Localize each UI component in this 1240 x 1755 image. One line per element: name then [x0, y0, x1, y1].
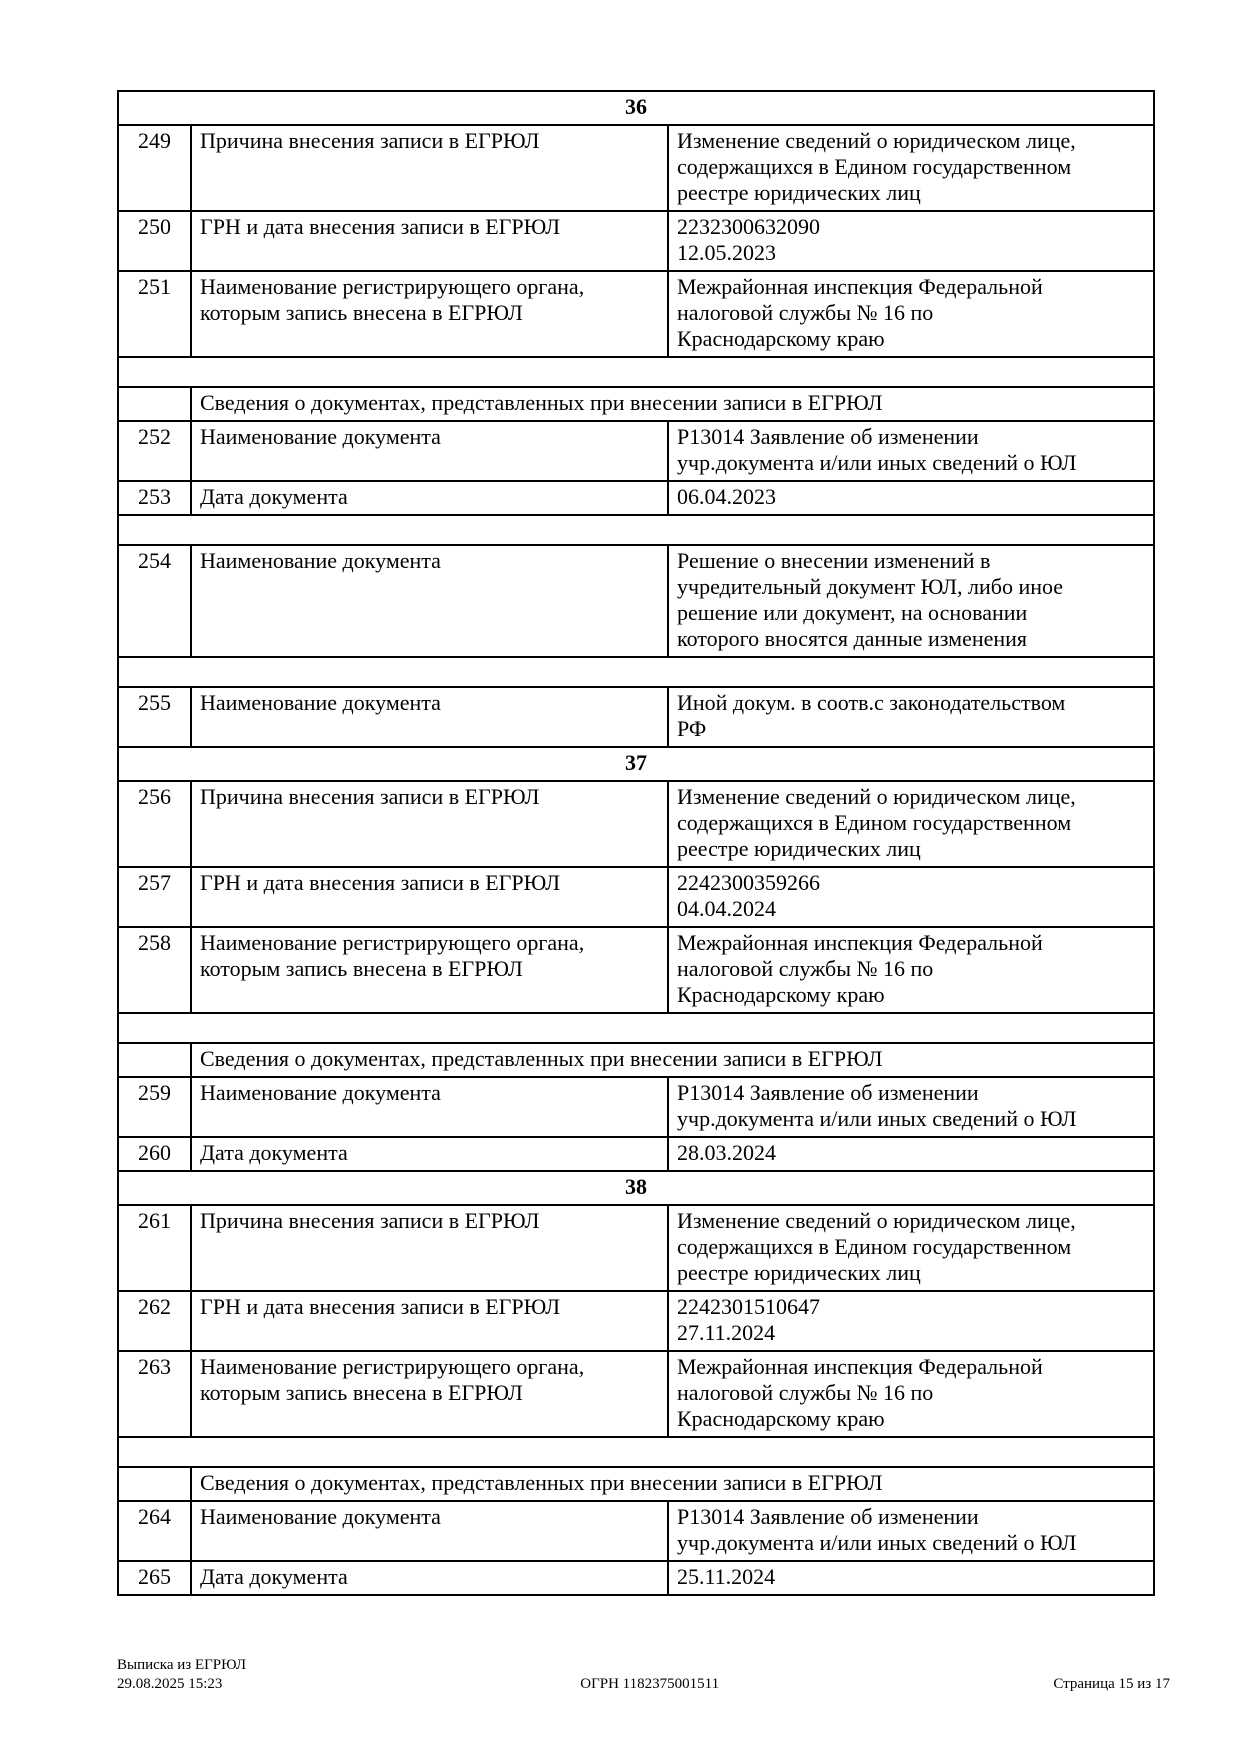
- section-number-header: 36: [118, 91, 1154, 125]
- footer-page-number: Страница 15 из 17: [1053, 1676, 1170, 1692]
- row-number-cell-empty: [118, 387, 191, 421]
- record-row-252: [118, 421, 1154, 481]
- record-row-261: [118, 1205, 1154, 1291]
- attribute-value-line: налоговой службы № 16 по: [677, 956, 934, 981]
- attribute-value-cell: [668, 1077, 1154, 1137]
- attribute-value-line: 04.04.2024: [677, 896, 776, 921]
- footer-generated-datetime: 29.08.2025 15:23: [117, 1676, 223, 1692]
- attribute-name-cell: Наименование документа: [191, 1501, 668, 1561]
- attribute-value-line: 2242300359266: [677, 870, 820, 895]
- attribute-value-cell: [668, 1205, 1154, 1291]
- row-number-cell: 260: [118, 1137, 191, 1171]
- footer-ogrn: ОГРН 1182375001511: [580, 1676, 720, 1692]
- record-row-258: [118, 927, 1154, 1013]
- spacer-cell: [118, 1437, 1154, 1467]
- attribute-value-line: Краснодарскому краю: [677, 982, 885, 1007]
- record-row-265: [118, 1561, 1154, 1595]
- attribute-value-cell: [668, 1291, 1154, 1351]
- spacer-row: [118, 515, 1154, 545]
- record-row-250: [118, 211, 1154, 271]
- record-row-263: [118, 1351, 1154, 1437]
- attribute-name-cell: Причина внесения записи в ЕГРЮЛ: [191, 1205, 668, 1291]
- row-number-cell: 256: [118, 781, 191, 867]
- section-row: [118, 1171, 1154, 1205]
- attribute-name-cell: ГРН и дата внесения записи в ЕГРЮЛ: [191, 867, 668, 927]
- footer-left-block: [117, 1656, 246, 1694]
- attribute-value-line: содержащихся в Едином государственном: [677, 1234, 1072, 1259]
- row-number-cell: 257: [118, 867, 191, 927]
- attribute-value-cell: [668, 125, 1154, 211]
- attribute-value-line: учр.документа и/или иных сведений о ЮЛ: [677, 450, 1077, 475]
- record-row-249: [118, 125, 1154, 211]
- section-number-header: 38: [118, 1171, 1154, 1205]
- attribute-value-line: 06.04.2023: [677, 484, 776, 509]
- attribute-value-line: 2232300632090: [677, 214, 820, 239]
- attribute-value-line: содержащихся в Едином государственном: [677, 810, 1072, 835]
- attribute-name-cell: Дата документа: [191, 1561, 668, 1595]
- attribute-value-line: учр.документа и/или иных сведений о ЮЛ: [677, 1106, 1077, 1131]
- attribute-value-cell: [668, 271, 1154, 357]
- attribute-value-cell: [668, 1501, 1154, 1561]
- row-number-cell: 264: [118, 1501, 191, 1561]
- egrul-records-table: [117, 90, 1155, 1596]
- spacer-cell: [118, 515, 1154, 545]
- record-row-262: [118, 1291, 1154, 1351]
- attribute-value-cell: [668, 1351, 1154, 1437]
- attribute-value-line: Межрайонная инспекция Федеральной: [677, 274, 1043, 299]
- row-number-cell: 255: [118, 687, 191, 747]
- record-row-253: [118, 481, 1154, 515]
- subsection-title: Сведения о документах, представленных при внесении записи в ЕГРЮЛ: [191, 387, 1154, 421]
- subheader-row: [118, 387, 1154, 421]
- spacer-row: [118, 357, 1154, 387]
- row-number-cell: 254: [118, 545, 191, 657]
- section-row: [118, 91, 1154, 125]
- attribute-value-cell: [668, 867, 1154, 927]
- attribute-value-cell: [668, 1561, 1154, 1595]
- attribute-value-line: Изменение сведений о юридическом лице,: [677, 1208, 1076, 1233]
- record-row-257: [118, 867, 1154, 927]
- attribute-value-line: реестре юридических лиц: [677, 836, 921, 861]
- attribute-name-cell: Дата документа: [191, 1137, 668, 1171]
- attribute-value-line: Межрайонная инспекция Федеральной: [677, 930, 1043, 955]
- row-number-cell: 259: [118, 1077, 191, 1137]
- attribute-name-cell: Наименование документа: [191, 421, 668, 481]
- attribute-value-line: Краснодарскому краю: [677, 326, 885, 351]
- attribute-value-cell: [668, 1137, 1154, 1171]
- record-row-254: [118, 545, 1154, 657]
- attribute-value-line: учредительный документ ЮЛ, либо иное: [677, 574, 1064, 599]
- row-number-cell: 249: [118, 125, 191, 211]
- section-number-header: 37: [118, 747, 1154, 781]
- attribute-value-cell: [668, 481, 1154, 515]
- record-row-260: [118, 1137, 1154, 1171]
- attribute-name-cell: ГРН и дата внесения записи в ЕГРЮЛ: [191, 1291, 668, 1351]
- attribute-value-line: 2242301510647: [677, 1294, 820, 1319]
- attribute-name-cell: Наименование документа: [191, 1077, 668, 1137]
- attribute-value-cell: [668, 421, 1154, 481]
- row-number-cell-empty: [118, 1467, 191, 1501]
- row-number-cell: 263: [118, 1351, 191, 1437]
- page-footer: [117, 1656, 1170, 1694]
- attribute-value-line: Иной докум. в соотв.с законодательством: [677, 690, 1066, 715]
- row-number-cell: 265: [118, 1561, 191, 1595]
- spacer-cell: [118, 657, 1154, 687]
- subsection-title: Сведения о документах, представленных при внесении записи в ЕГРЮЛ: [191, 1043, 1154, 1077]
- attribute-name-cell: Причина внесения записи в ЕГРЮЛ: [191, 781, 668, 867]
- section-row: [118, 747, 1154, 781]
- attribute-value-cell: [668, 211, 1154, 271]
- attribute-name-cell: Наименование регистрирующего органа, которым запись внесена в ЕГРЮЛ: [191, 1351, 668, 1437]
- attribute-value-line: Изменение сведений о юридическом лице,: [677, 784, 1076, 809]
- attribute-value-line: Изменение сведений о юридическом лице,: [677, 128, 1076, 153]
- attribute-value-cell: [668, 781, 1154, 867]
- spacer-cell: [118, 1013, 1154, 1043]
- attribute-value-line: реестре юридических лиц: [677, 1260, 921, 1285]
- attribute-value-line: РФ: [677, 716, 707, 741]
- attribute-value-line: Межрайонная инспекция Федеральной: [677, 1354, 1043, 1379]
- attribute-name-cell: ГРН и дата внесения записи в ЕГРЮЛ: [191, 211, 668, 271]
- attribute-value-line: 28.03.2024: [677, 1140, 776, 1165]
- attribute-name-cell: Наименование документа: [191, 687, 668, 747]
- attribute-value-line: Р13014 Заявление об изменении: [677, 1504, 979, 1529]
- attribute-value-line: налоговой службы № 16 по: [677, 1380, 934, 1405]
- attribute-name-cell: Причина внесения записи в ЕГРЮЛ: [191, 125, 668, 211]
- spacer-row: [118, 1013, 1154, 1043]
- row-number-cell: 258: [118, 927, 191, 1013]
- attribute-value-line: Р13014 Заявление об изменении: [677, 1080, 979, 1105]
- subheader-row: [118, 1043, 1154, 1077]
- attribute-name-cell: Дата документа: [191, 481, 668, 515]
- attribute-value-cell: [668, 545, 1154, 657]
- attribute-name-cell: Наименование регистрирующего органа, которым запись внесена в ЕГРЮЛ: [191, 927, 668, 1013]
- record-row-255: [118, 687, 1154, 747]
- row-number-cell: 251: [118, 271, 191, 357]
- attribute-value-cell: [668, 927, 1154, 1013]
- attribute-value-line: которого вносятся данные изменения: [677, 626, 1028, 651]
- spacer-cell: [118, 357, 1154, 387]
- attribute-name-cell: Наименование регистрирующего органа, которым запись внесена в ЕГРЮЛ: [191, 271, 668, 357]
- subheader-row: [118, 1467, 1154, 1501]
- attribute-value-line: Р13014 Заявление об изменении: [677, 424, 979, 449]
- attribute-value-cell: [668, 687, 1154, 747]
- row-number-cell: 252: [118, 421, 191, 481]
- attribute-value-line: решение или документ, на основании: [677, 600, 1028, 625]
- attribute-value-line: 25.11.2024: [677, 1564, 776, 1589]
- row-number-cell: 253: [118, 481, 191, 515]
- attribute-value-line: содержащихся в Едином государственном: [677, 154, 1072, 179]
- row-number-cell: 262: [118, 1291, 191, 1351]
- spacer-row: [118, 1437, 1154, 1467]
- subsection-title: Сведения о документах, представленных при внесении записи в ЕГРЮЛ: [191, 1467, 1154, 1501]
- footer-doc-type: Выписка из ЕГРЮЛ: [117, 1657, 246, 1673]
- attribute-value-line: Краснодарскому краю: [677, 1406, 885, 1431]
- record-row-256: [118, 781, 1154, 867]
- attribute-value-line: налоговой службы № 16 по: [677, 300, 934, 325]
- record-row-264: [118, 1501, 1154, 1561]
- row-number-cell-empty: [118, 1043, 191, 1077]
- attribute-value-line: учр.документа и/или иных сведений о ЮЛ: [677, 1530, 1077, 1555]
- record-row-259: [118, 1077, 1154, 1137]
- attribute-value-line: 12.05.2023: [677, 240, 776, 265]
- attribute-name-cell: Наименование документа: [191, 545, 668, 657]
- record-row-251: [118, 271, 1154, 357]
- attribute-value-line: Решение о внесении изменений в: [677, 548, 991, 573]
- row-number-cell: 261: [118, 1205, 191, 1291]
- spacer-row: [118, 657, 1154, 687]
- attribute-value-line: реестре юридических лиц: [677, 180, 921, 205]
- attribute-value-line: 27.11.2024: [677, 1320, 776, 1345]
- row-number-cell: 250: [118, 211, 191, 271]
